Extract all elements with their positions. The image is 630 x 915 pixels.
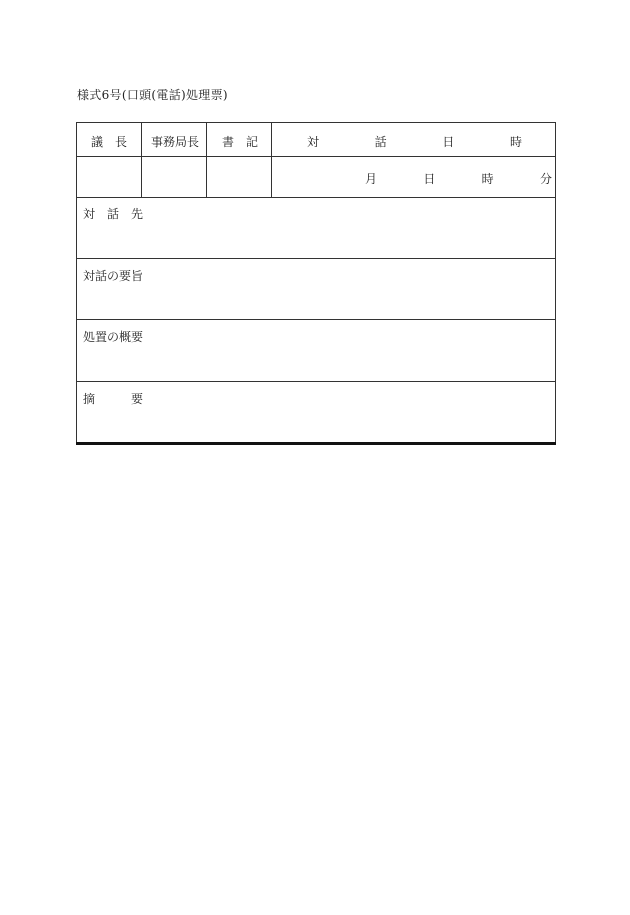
dialogue-summary-label: 対話の要旨	[83, 269, 144, 283]
action-overview-section	[77, 320, 555, 382]
day-unit: 日	[423, 172, 436, 186]
column-divider	[141, 123, 142, 197]
column-divider	[271, 123, 272, 197]
approval-header-row	[77, 123, 555, 157]
dialogue-datetime-char: 日	[442, 135, 455, 149]
minute-unit: 分	[539, 172, 552, 186]
secretary-general-header: 事務局長	[151, 135, 200, 149]
form-title: 様式6号(口頭(電話)処理票)	[77, 88, 228, 102]
chairman-header: 議 長	[91, 135, 128, 149]
dialogue-datetime-char: 話	[374, 135, 387, 149]
column-divider	[206, 123, 207, 197]
clerk-header: 書 記	[222, 135, 259, 149]
hour-unit: 時	[481, 172, 494, 186]
dialogue-datetime-header	[307, 133, 522, 150]
remarks-label: 摘 要	[83, 392, 144, 406]
dialogue-datetime-char: 対	[307, 135, 320, 149]
dialogue-partner-label: 対 話 先	[83, 207, 144, 221]
approval-signature-row	[77, 156, 555, 198]
dialogue-datetime-char: 時	[509, 135, 522, 149]
processing-form	[76, 122, 556, 444]
dialogue-partner-section	[77, 197, 555, 259]
datetime-units	[365, 170, 552, 187]
dialogue-summary-section	[77, 259, 555, 320]
month-unit: 月	[365, 172, 378, 186]
remarks-section	[77, 382, 555, 442]
action-overview-label: 処置の概要	[83, 330, 144, 344]
